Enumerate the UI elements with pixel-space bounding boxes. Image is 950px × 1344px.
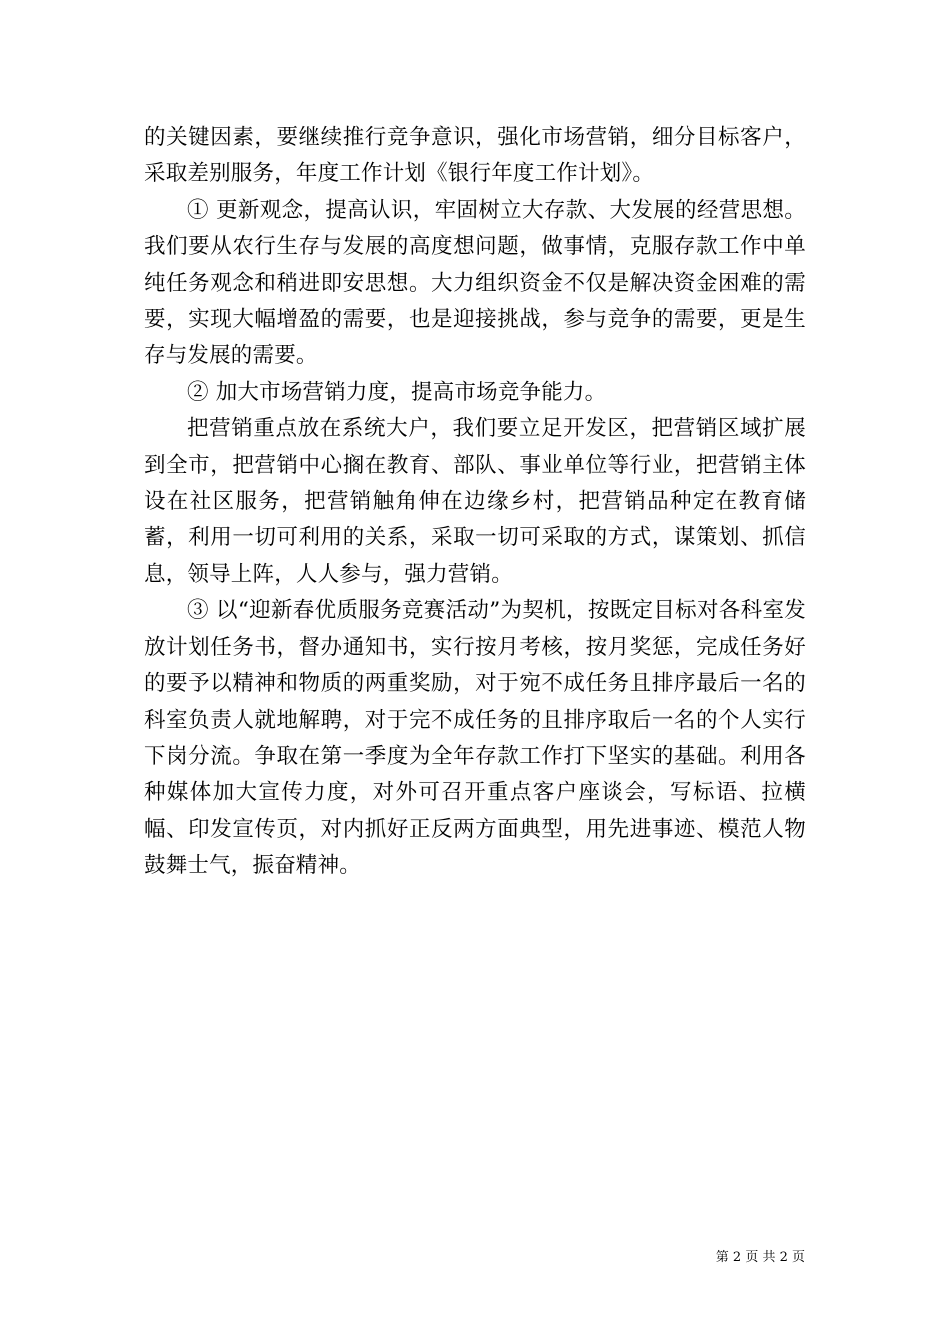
document-body xyxy=(144,120,806,885)
paragraph-item-1: ① 更新观念，提高认识，牢固树立大存款、大发展的经营思想。我们要从农行生存与发展的高度想问题，做事情，克服存款工作中单纯任务观念和稍进即安思想。大力组织资金不仅是解决资金困难的需要，实现大幅增盈的需要，也是迎接挑战，参与竞争的需要，更是生存与发展的需要。 xyxy=(144,197,806,369)
page-number-footer: 第 2 页 共 2 页 xyxy=(715,1250,805,1265)
paragraph-item-2: ② 加大市场营销力度，提高市场竞争能力。 xyxy=(187,379,607,405)
paragraph-marketing: 把营销重点放在系统大户，我们要立足开发区，把营销区域扩展到全市，把营销中心搁在教育、部队、事业单位等行业，把营销主体设在社区服务，把营销触角伸在边缘乡村，把营销品种定在教育储蓄，利用一切可利用的关系，采取一切可采取的方式，谋策划、抓信息，领导上阵，人人参与，强力营销。 xyxy=(144,416,806,587)
paragraph-item-3: ③ 以“迎新春优质服务竞赛活动”为契机，按既定目标对各科室发放计划任务书，督办通知书，实行按月考核，按月奖惩，完成任务好的要予以精神和物质的两重奖励，对于宛不成任务且排序最后一名的科室负责人就地解聘，对于完不成任务的且排序取后一名的个人实行下岗分流。争取在第一季度为全年存款工作打下坚实的基础。利用各种媒体加大宣传力度，对外可召开重点客户座谈会，写标语、拉横幅、印发宣传页，对内抓好正反两方面典型，用先进事迹、模范人物鼓舞士气，振奋精神。 xyxy=(144,598,806,879)
paragraph-continuation: 的关键因素，要继续推行竞争意识，强化市场营销，细分目标客户，采取差别服务，年度工作计划《银行年度工作计划》。 xyxy=(144,125,806,187)
